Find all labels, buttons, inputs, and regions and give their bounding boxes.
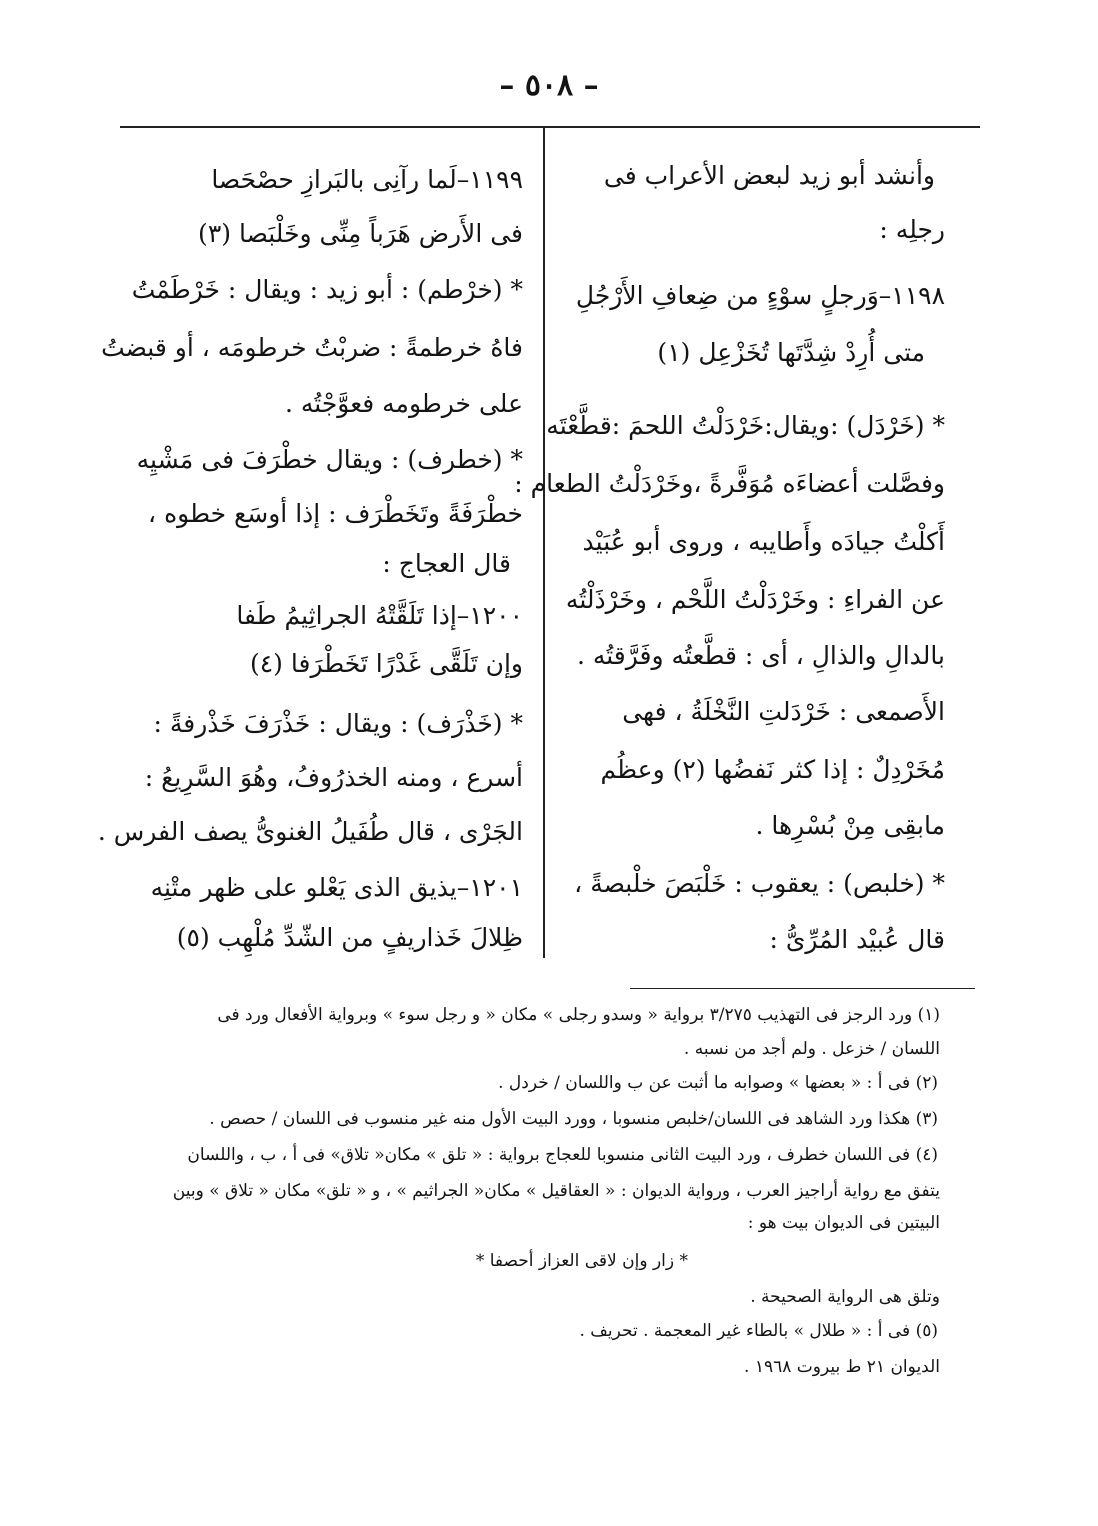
text-line: خطْرَفَةً وتَخَطْرَف : إذا أوسَع خطوه ، [148, 499, 523, 528]
text-line: * (خطرف) : ويقال خطْرَفَ فى مَشْيِه [136, 445, 523, 474]
text-line: وأنشد أبو زيد لبعض الأعراب فى [603, 161, 935, 190]
verse-line: فى الأَرض هَرَباً مِنِّى وخَلْبَصا (٣) [198, 219, 523, 248]
footnote-line: (٢) فى أ : « بعضها » وصوابه ما أثبت عن ب واللسان / خردل . [498, 1073, 938, 1093]
verse-line: ظِلالَ خَذاريفٍ من الشّدِّ مُلْهِب (٥) [176, 923, 523, 952]
column-divider [543, 128, 545, 958]
text-line: * (خرْطم) : أبو زيد : ويقال : خَرْطَمْتُ [131, 275, 523, 304]
verse-line: متى أُرِدْ شِدَّتَها تُخَزْعِل (١) [657, 338, 925, 367]
text-line: مُخَرْدِلٌ : إذا كثر نَفضُها (٢) وعظُم [600, 755, 945, 784]
footnote-line: اللسان / خزعل . ولم أجد من نسبه . [683, 1039, 940, 1059]
verse-line: ١٢٠٠–إذا تَلَقَّتْهُ الجراثِيمُ طَفا [236, 601, 523, 630]
footnote-line: (٤) فى اللسان خطرف ، ورد البيت الثانى منسوبا للعجاج برواية : « تلق » مكان« تلاق» فى أ ، ب ، واللسان [187, 1145, 938, 1165]
text-line: رجلِه : [879, 215, 945, 244]
footnote-line: (٥) فى أ : « طلال » بالطاء غير المعجمة . تحريف . [579, 1321, 938, 1341]
text-line: * (خلبص) : يعقوب : خَلْبَصَ خلْبصةً ، [574, 869, 945, 898]
page-number: – ٥٠٨ – [499, 68, 599, 103]
verse-line: وإن تَلَقَّى غَدْرًا تَخَطْرَفا (٤) [249, 649, 523, 678]
top-rule [120, 126, 980, 128]
text-line: عن الفراءِ : وخَرْدَلْتُ اللَّحْم ، وخَرْذَلْتُه [565, 585, 945, 614]
text-line: بالدالِ والذالِ ، أى : قطَّعتُه وفَرَّقتُه . [576, 641, 945, 670]
footnote-line: * زار وإن لاقى العزاز أحصفا * [475, 1251, 688, 1271]
text-line: * (خَذْرَف) : ويقال : خَذْرَفَ خَذْرفةً : [153, 709, 523, 738]
text-line: الأَصمعى : خَرْدَلتِ النَّخْلَةُ ، فهى [622, 697, 945, 726]
footnote-line: (١) ورد الرجز فى التهذيب ٣/٢٧٥ برواية « وسدو رجلى » مكان « و رجل سوء » وبرواية الأفعال ورد فى [217, 1005, 940, 1025]
verse-line: ١٢٠١–يذيق الذى يَعْلو على ظهر متْنِه [150, 873, 523, 902]
footnote-line: البيتين فى الديوان بيت هو : [747, 1213, 940, 1233]
text-line: مابقِى مِنْ بُسْرِها . [755, 811, 945, 840]
footnote-line: الديوان ٢١ ط بيروت ١٩٦٨ . [744, 1357, 940, 1377]
text-line: الجَرْى ، قال طُفَيلُ الغنوىُّ يصف الفرس . [97, 817, 523, 846]
text-line: فاهُ خرطمةً : ضربْتُ خرطومَه ، أو قبضتُ [101, 333, 523, 362]
text-line: * (خَرْدَل) :ويقال:خَرْدَلْتُ اللحمَ :قطَّعْتَه [546, 411, 945, 440]
footnote-rule [630, 988, 975, 989]
text-line: أَكلْتُ جيادَه وأَطايبه ، وروى أبو عُبَيْد [582, 527, 945, 556]
footnote-line: يتفق مع رواية أراجيز العرب ، ورواية الديوان : « العقاقيل » مكان« الجراثيم » ، و « تلق» مكان « تلاق » وبين [172, 1181, 940, 1201]
footnote-line: وتلق هى الرواية الصحيحة . [750, 1287, 940, 1307]
text-line: على خرطومه فعوَّجْتُه . [284, 389, 523, 418]
verse-line: ١١٩٩–لَما رآنِى بالبَرازِ حصْحَصا [211, 165, 523, 194]
text-line: قال العجاج : [382, 549, 511, 578]
text-line: قال عُبيْد المُرِّىُّ : [769, 925, 945, 954]
verse-line: ١١٩٨–وَرجلٍ سوْءٍ من ضِعافِ الأَرْجُلِ [575, 281, 945, 310]
text-line: أسرع ، ومنه الخذرُوفُ، وهُوَ السَّرِيعُ : [144, 763, 523, 792]
footnote-line: (٣) هكذا ورد الشاهد فى اللسان/خلبص منسوبا ، وورد البيت الأول منه غير منسوب فى اللسان / حصص . [209, 1109, 938, 1129]
text-line: وفصَّلت أعضاءَه مُوَفَّرةً ،وخَرْدَلْتُ الطعام : [514, 469, 945, 498]
